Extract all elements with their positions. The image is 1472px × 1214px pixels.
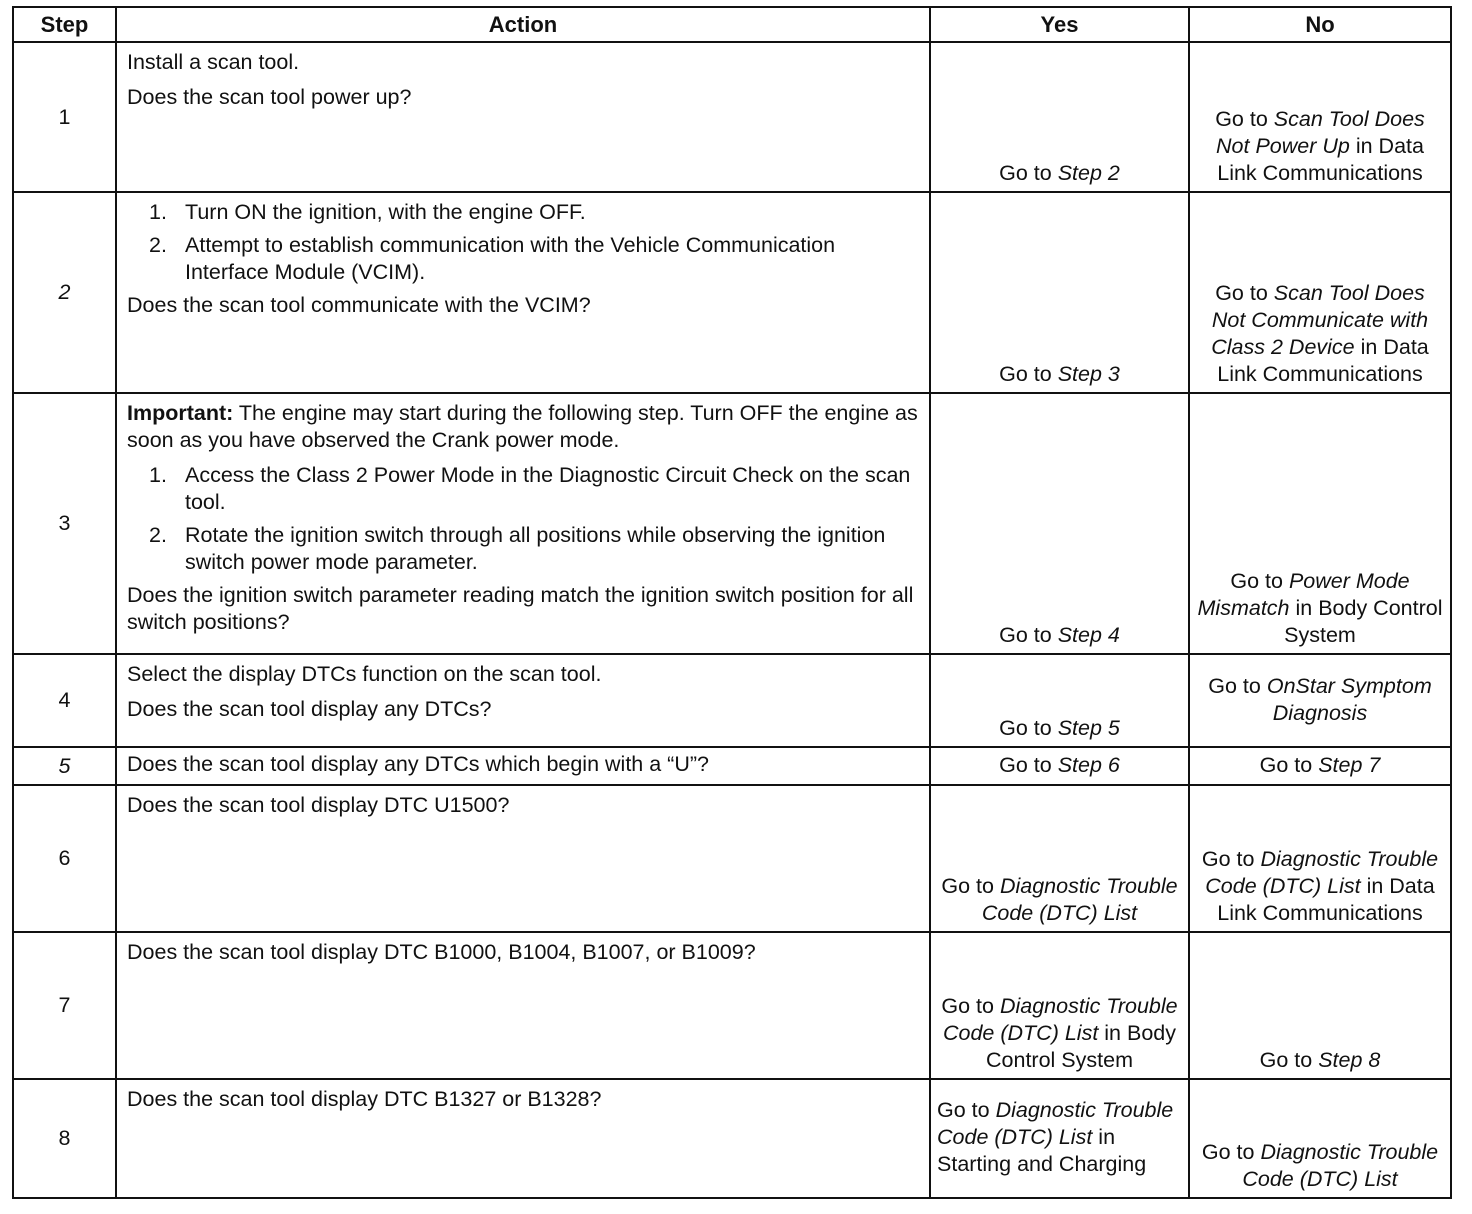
yes-cell [930, 393, 1189, 654]
goto-location: in Data Link Communications [1217, 335, 1429, 386]
action-substep: 2. Rotate the ignition switch through all positions while observing the ignition switch power mode parameter. [149, 523, 886, 574]
action-substep: 1. Access the Class 2 Power Mode in the Diagnostic Circuit Check on the scan tool. [149, 463, 911, 514]
table-row [13, 1079, 1451, 1198]
goto-text: Go to [1230, 569, 1283, 593]
goto-procedure-link[interactable]: OnStar Symptom Diagnosis [1266, 673, 1432, 725]
diagnostic-table-container [12, 6, 1450, 1199]
no-cell [1189, 192, 1451, 393]
goto-text: Go to [999, 623, 1052, 647]
step-number: 3 [13, 393, 116, 654]
action-line: Install a scan tool. [127, 50, 300, 74]
step-number: 6 [13, 785, 116, 932]
no-cell [1189, 1079, 1451, 1198]
action-cell [116, 654, 930, 747]
table-row [13, 192, 1451, 393]
action-question: Does the scan tool display DTC B1000, B1004, B1007, or B1009? [127, 940, 756, 964]
no-cell [1189, 393, 1451, 654]
goto-text: Go to [1208, 673, 1261, 698]
action-question: Does the scan tool display DTC B1327 or B1328? [127, 1087, 602, 1111]
goto-procedure-link[interactable]: Diagnostic Trouble Code (DTC) List [981, 874, 1178, 925]
goto-step-link[interactable]: Step 5 [1057, 716, 1120, 740]
yes-cell [930, 747, 1189, 785]
no-cell [1189, 785, 1451, 932]
action-question: Does the scan tool communicate with the VCIM? [127, 293, 591, 317]
action-question: Does the scan tool power up? [127, 85, 412, 109]
action-cell [116, 785, 930, 932]
goto-procedure-link[interactable]: Diagnostic Trouble Code (DTC) List [1205, 847, 1439, 898]
yes-cell [930, 654, 1189, 747]
header-yes: Yes [930, 7, 1189, 42]
action-question: Does the ignition switch parameter reading match the ignition switch position for all switch positions? [127, 583, 914, 634]
table-row [13, 747, 1451, 785]
goto-procedure-link[interactable]: Diagnostic Trouble Code (DTC) List [937, 1098, 1174, 1149]
step-number: 7 [13, 932, 116, 1079]
goto-text: Go to [1215, 281, 1268, 305]
table-row [13, 932, 1451, 1079]
action-cell [116, 42, 930, 192]
action-question: Does the scan tool display DTC U1500? [127, 793, 510, 817]
action-cell [116, 192, 930, 393]
action-substep: 2. Attempt to establish communication with the Vehicle Communication Interface Module (VCIM). [149, 233, 836, 284]
step-number: 1 [13, 42, 116, 192]
yes-cell [930, 192, 1189, 393]
header-row [13, 7, 1451, 42]
action-line: Select the display DTCs function on the scan tool. [127, 662, 602, 686]
action-question: Does the scan tool display any DTCs which begin with a “U”? [127, 752, 709, 776]
step-number: 2 [13, 192, 116, 393]
goto-step-link[interactable]: Step 4 [1057, 623, 1120, 647]
yes-cell [930, 785, 1189, 932]
goto-location: in Data Link Communications [1217, 874, 1435, 925]
goto-text: Go to [941, 994, 994, 1018]
action-cell [116, 1079, 930, 1198]
goto-step-link[interactable]: Step 2 [1057, 161, 1120, 185]
goto-text: Go to [937, 1098, 990, 1122]
goto-step-link[interactable]: Step 3 [1057, 362, 1120, 386]
goto-procedure-link[interactable]: Scan Tool Does Not Power Up [1216, 107, 1425, 158]
goto-location: in Data Link Communications [1217, 134, 1424, 185]
no-cell [1189, 747, 1451, 785]
action-cell [116, 932, 930, 1079]
header-action: Action [116, 7, 930, 42]
header-step: Step [13, 7, 116, 42]
diagnostic-table [12, 6, 1452, 1199]
goto-text: Go to [999, 362, 1052, 386]
table-row [13, 654, 1451, 747]
action-cell [116, 747, 930, 785]
goto-text: Go to [941, 874, 994, 898]
goto-step-link[interactable]: Step 8 [1318, 1048, 1381, 1072]
action-cell [116, 393, 930, 654]
goto-procedure-link[interactable]: Power Mode Mismatch [1197, 569, 1410, 620]
goto-location: in Body Control System [986, 1021, 1176, 1072]
step-number: 4 [13, 654, 116, 747]
goto-step-link[interactable]: Step 7 [1318, 752, 1381, 777]
table-row [13, 785, 1451, 932]
step-number: 5 [13, 747, 116, 785]
yes-cell [930, 932, 1189, 1079]
goto-text: Go to [1215, 107, 1268, 131]
goto-text: Go to [1259, 1048, 1313, 1072]
goto-text: Go to [999, 161, 1052, 185]
goto-procedure-link[interactable]: Diagnostic Trouble Code (DTC) List [1242, 1140, 1439, 1191]
goto-location: in Starting and Charging [937, 1125, 1147, 1176]
goto-procedure-link[interactable]: Scan Tool Does Not Communicate with Class 2 Device [1211, 281, 1429, 359]
goto-procedure-link[interactable]: Diagnostic Trouble Code (DTC) List [942, 994, 1178, 1045]
action-substep: 1. Turn ON the ignition, with the engine OFF. [149, 200, 586, 224]
table-row [13, 42, 1451, 192]
goto-text: Go to [1201, 1140, 1255, 1164]
no-cell [1189, 932, 1451, 1079]
no-cell [1189, 654, 1451, 747]
table-row [13, 393, 1451, 654]
action-question: Does the scan tool display any DTCs? [127, 697, 492, 721]
yes-cell [930, 1079, 1189, 1198]
goto-location: in Body Control System [1284, 596, 1443, 647]
step-number: 8 [13, 1079, 116, 1198]
yes-cell [930, 42, 1189, 192]
no-cell [1189, 42, 1451, 192]
goto-text: Go to [1201, 847, 1255, 871]
goto-text: Go to [999, 716, 1052, 740]
important-note: Important: The engine may start during the following step. Turn OFF the engine as soon as you have observed the Crank power mode. [127, 401, 918, 452]
goto-text: Go to [999, 752, 1052, 777]
goto-step-link[interactable]: Step 6 [1057, 752, 1120, 777]
header-no: No [1189, 7, 1451, 42]
goto-text: Go to [1259, 752, 1313, 777]
